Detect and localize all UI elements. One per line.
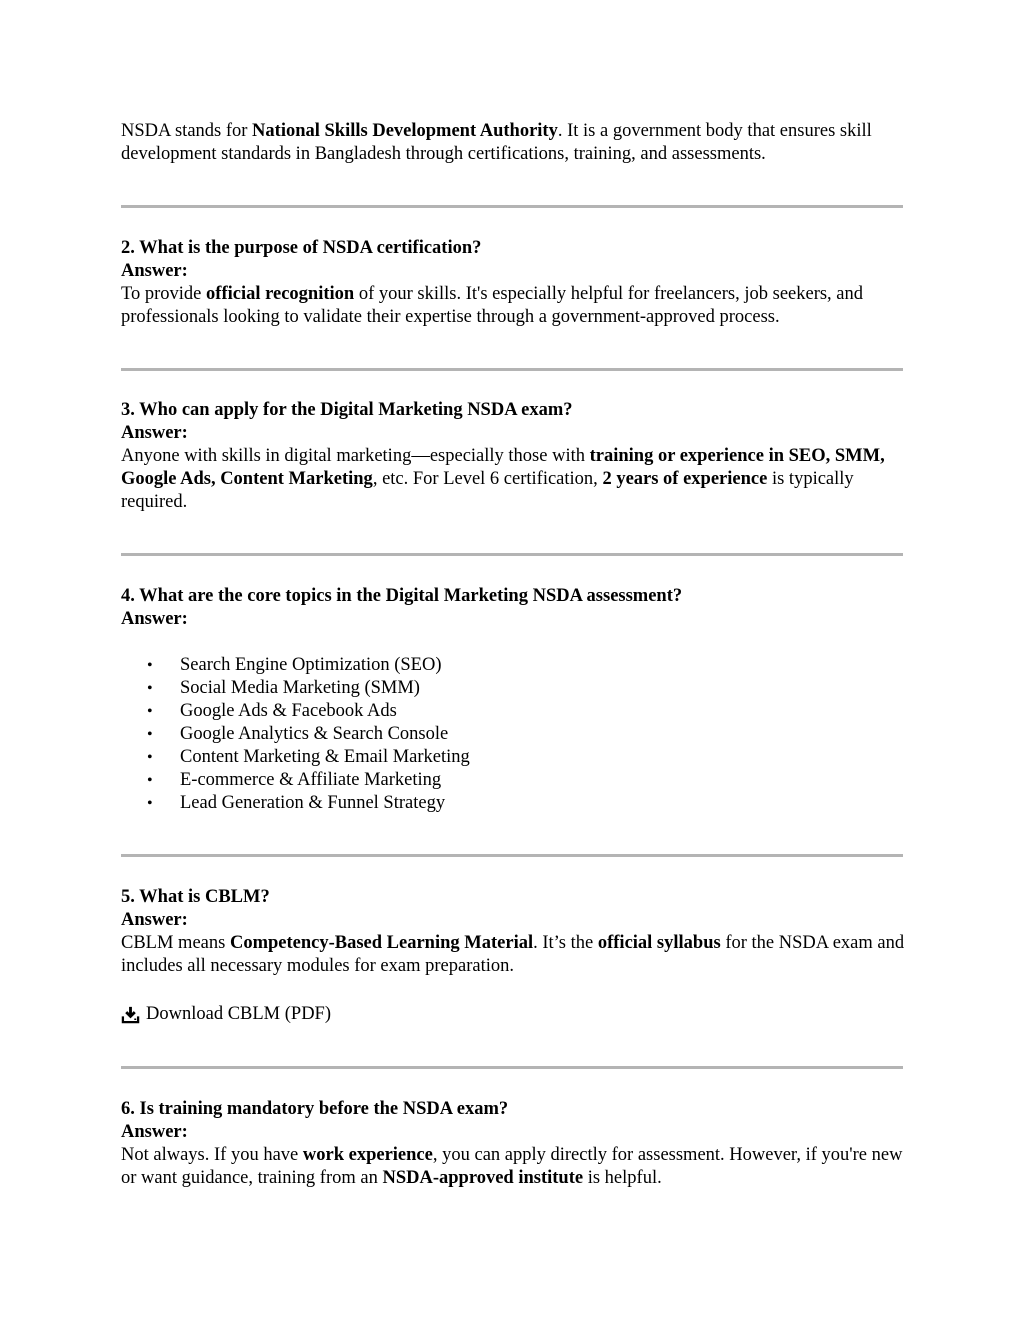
section-divider xyxy=(121,553,903,556)
download-cblm-link[interactable] xyxy=(121,1003,331,1026)
question-heading: 6. Is training mandatory before the NSDA exam? xyxy=(121,1099,509,1119)
intro-paragraph: NSDA stands for National Skills Development Authority. It is a government body that ensures skill development standards in Bangladesh through certifications, training, and assessments. xyxy=(121,121,872,164)
answer-text: CBLM means Competency-Based Learning Material. It’s the official syllabus for the NSDA exam and includes all necessary modules for exam preparation. xyxy=(121,933,905,976)
faq-item-5 xyxy=(121,886,911,1031)
answer-text: Not always. If you have work experience, you can apply directly for assessment. However, if you're new or want guidance, training from an NSDA-approved institute is helpful. xyxy=(121,1145,903,1188)
list-item: • Google Ads & Facebook Ads xyxy=(121,700,911,723)
faq-item-2 xyxy=(121,237,911,329)
question-heading: 3. Who can apply for the Digital Marketing NSDA exam? xyxy=(121,400,573,420)
list-item: • E-commerce & Affiliate Marketing xyxy=(121,769,911,792)
list-item: • Lead Generation & Funnel Strategy xyxy=(121,792,911,815)
download-row xyxy=(121,1003,911,1031)
list-item: • Social Media Marketing (SMM) xyxy=(121,677,911,700)
faq-item-4 xyxy=(121,585,911,815)
answer-label: Answer: xyxy=(121,910,188,930)
faq-item-6 xyxy=(121,1098,911,1190)
list-item: • Content Marketing & Email Marketing xyxy=(121,746,911,769)
download-icon xyxy=(121,1005,140,1024)
section-divider xyxy=(121,1066,903,1069)
list-item: • Search Engine Optimization (SEO) xyxy=(121,654,911,677)
answer-text: To provide official recognition of your skills. It's especially helpful for freelancers, job seekers, and professionals looking to validate their expertise through a government-approved process. xyxy=(121,284,864,327)
answer-label: Answer: xyxy=(121,1122,188,1142)
question-heading: 4. What are the core topics in the Digital Marketing NSDA assessment? xyxy=(121,586,683,606)
question-heading: 5. What is CBLM? xyxy=(121,887,270,907)
section-divider xyxy=(121,205,903,208)
list-item: • Google Analytics & Search Console xyxy=(121,723,911,746)
answer-text: Anyone with skills in digital marketing—especially those with training or experience in SEO, SMM, Google Ads, Content Marketing, etc. For Level 6 certification, 2 years of experience is typically required. xyxy=(121,446,885,512)
topics-list xyxy=(121,654,911,815)
faq-item-3 xyxy=(121,399,911,514)
answer-label: Answer: xyxy=(121,423,188,443)
answer-label: Answer: xyxy=(121,261,188,281)
download-label: Download CBLM (PDF) xyxy=(146,1004,332,1024)
section-divider xyxy=(121,368,903,371)
question-heading: 2. What is the purpose of NSDA certification? xyxy=(121,238,482,258)
answer-label: Answer: xyxy=(121,609,188,629)
section-divider xyxy=(121,854,903,857)
